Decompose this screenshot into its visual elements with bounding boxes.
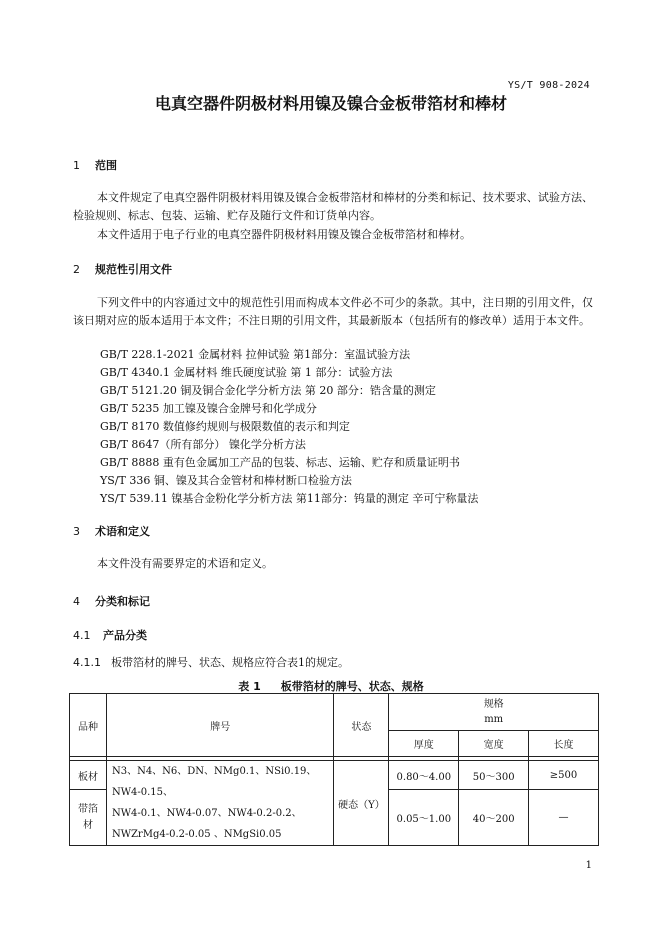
cell-temper: 硬态（Y）: [334, 761, 389, 846]
standard-number: YS/T 908-2024: [507, 80, 590, 91]
reference-item: [100, 472, 352, 490]
cell-length: —: [529, 790, 599, 846]
table-caption: [0, 678, 662, 694]
reference-item: [100, 418, 350, 436]
section-title: 范围: [95, 159, 117, 172]
header-length: 长度: [529, 731, 599, 757]
section-2-heading: [73, 261, 172, 277]
table-row: [70, 761, 599, 790]
section-1-heading: [73, 157, 117, 173]
paragraph: 本文件规定了电真空器件阴极材料用镍及镍合金板带箔材和棒材的分类和标记、技术要求、试验方法、检验规则、标志、包装、运输、贮存及随行文件和订货单内容。: [73, 191, 593, 222]
section-number: 4: [73, 595, 80, 608]
header-grade: 牌号: [106, 694, 334, 757]
reference-code: GB/T 5121.20: [100, 384, 177, 397]
cell-length: ≥500: [529, 761, 599, 790]
section-4-heading: [73, 593, 150, 609]
cell-width: 40～200: [459, 790, 529, 846]
reference-code: GB/T 8888: [100, 456, 160, 469]
page-number: 1: [585, 860, 592, 871]
paragraph: 下列文件中的内容通过文中的规范性引用而构成本文件必不可少的条款。其中，注日期的引用文件，仅该日期对应的版本适用于本文件；不注日期的引用文件，其最新版本（包括所有的修改单）适用于本文件。: [73, 296, 593, 327]
reference-code: YS/T 539.11: [100, 492, 168, 505]
reference-code: YS/T 336: [100, 474, 151, 487]
subsection-heading: [73, 627, 147, 643]
reference-title: 铜及铜合金化学分析方法 第 20 部分：锆含量的测定: [180, 384, 436, 397]
cell-variety: 带箔材: [70, 790, 107, 846]
header-thickness: 厚度: [389, 731, 459, 757]
reference-item: [100, 364, 392, 382]
section-title: 规范性引用文件: [95, 263, 172, 276]
spec-label: 规格: [483, 699, 504, 710]
paragraph: 本文件没有需要界定的术语和定义。: [97, 557, 273, 570]
reference-item: [100, 490, 478, 508]
reference-item: [100, 382, 436, 400]
reference-title: 铜、镍及其合金管材和棒材断口检验方法: [153, 474, 352, 487]
reference-code: GB/T 228.1-2021: [100, 348, 195, 361]
reference-code: GB/T 4340.1: [100, 366, 170, 379]
cell-variety: 板材: [70, 761, 107, 790]
clause-text: 板带箔材的牌号、状态、规格应符合表1的规定。: [111, 656, 349, 669]
table-title: 板带箔材的牌号、状态、规格: [280, 680, 424, 693]
reference-title: 重有色金属加工产品的包装、标志、运输、贮存和质量证明书: [162, 456, 460, 469]
header-width: 宽度: [459, 731, 529, 757]
subsection-title: 产品分类: [103, 629, 147, 642]
cell-grades: [106, 761, 334, 846]
reference-code: GB/T 8170: [100, 420, 160, 433]
reference-code: GB/T 8647（所有部分）: [100, 438, 226, 451]
reference-item: [100, 454, 460, 472]
section-number: 1: [73, 159, 80, 172]
reference-title: 镍化学分析方法: [228, 438, 306, 451]
grade-line: NWZrMg4-0.2-0.05 、NMgSi0.05: [111, 829, 282, 840]
spec-unit: mm: [484, 714, 504, 725]
table-number: 表 1: [238, 680, 261, 693]
document-title: 电真空器件阴极材料用镍及镍合金板带箔材和棒材: [154, 94, 507, 113]
header-temper: 状态: [334, 694, 389, 757]
cell-thickness: 0.05～1.00: [389, 790, 459, 846]
grade-line: NW4-0.1、NW4-0.07、NW4-0.2-0.2、: [111, 808, 302, 819]
reference-title: 加工镍及镍合金牌号和化学成分: [162, 402, 317, 415]
table-header-row: [70, 694, 599, 731]
reference-title: 金属材料 维氏硬度试验 第 1 部分：试验方法: [173, 366, 393, 379]
clause-number: 4.1.1: [73, 656, 101, 669]
section-title: 分类和标记: [95, 595, 150, 608]
section-number: 2: [73, 263, 80, 276]
reference-item: [100, 400, 317, 418]
section-title: 术语和定义: [95, 525, 150, 538]
header-spec: [389, 694, 599, 731]
reference-item: [100, 346, 410, 364]
subsection-number: 4.1: [73, 629, 91, 642]
cell-width: 50～300: [459, 761, 529, 790]
clause: [73, 654, 349, 670]
grade-line: N3、N4、N6、DN、NMg0.1、NSi0.19、NW4-0.15、: [111, 766, 317, 798]
reference-title: 镍基合金粉化学分析方法 第11部分：钨量的测定 辛可宁称量法: [171, 492, 479, 505]
section-3-heading: [73, 523, 150, 539]
header-variety: 品种: [70, 694, 107, 757]
reference-title: 数值修约规则与极限数值的表示和判定: [162, 420, 350, 433]
section-number: 3: [73, 525, 80, 538]
paragraph: 本文件适用于电子行业的电真空器件阴极材料用镍及镍合金板带箔材和棒材。: [97, 228, 471, 241]
reference-title: 金属材料 拉伸试验 第1部分：室温试验方法: [198, 348, 411, 361]
table-1: [69, 693, 599, 846]
reference-code: GB/T 5235: [100, 402, 160, 415]
cell-thickness: 0.80～4.00: [389, 761, 459, 790]
reference-item: [100, 436, 306, 454]
